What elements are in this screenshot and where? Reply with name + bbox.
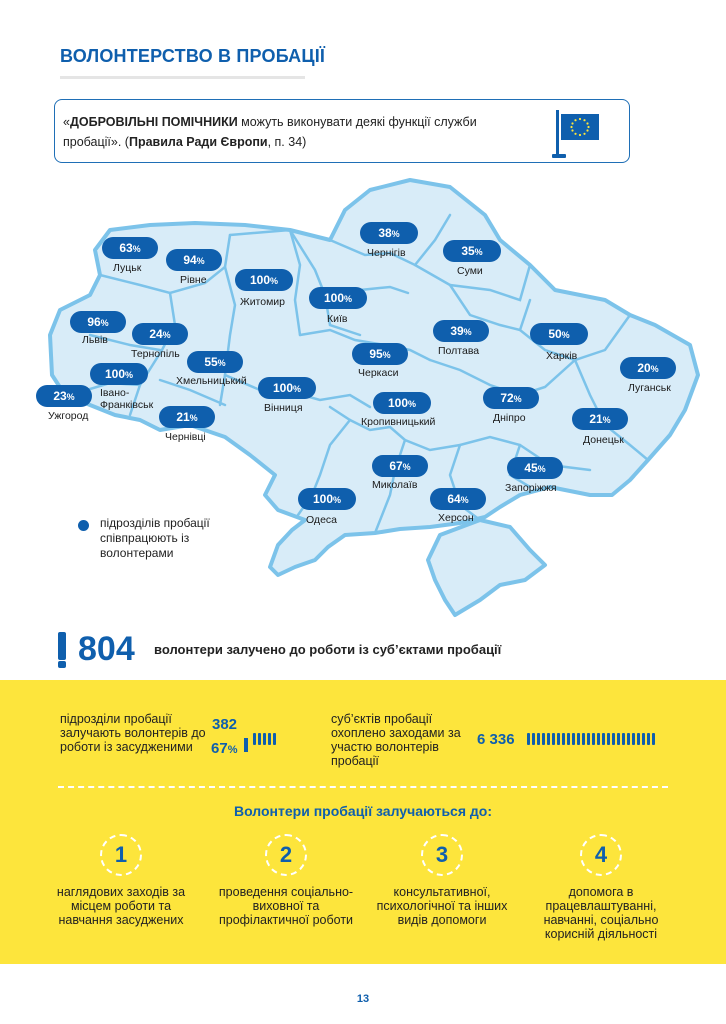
region-label-mykolaiv: Миколаїв bbox=[372, 479, 418, 491]
region-label-cherkasy: Черкаси bbox=[358, 367, 399, 379]
region-pill-chernivtsi: 21% bbox=[159, 406, 215, 428]
region-label-kyiv: Київ bbox=[327, 313, 348, 325]
region-pill-kyiv: 100% bbox=[309, 287, 367, 309]
region-pill-zaporizhzhia: 45% bbox=[507, 457, 563, 479]
region-pill-lutsk: 63% bbox=[102, 237, 158, 259]
exclamation-dot bbox=[58, 661, 66, 668]
page-title: ВОЛОНТЕРСТВО В ПРОБАЦІЇ bbox=[60, 46, 326, 66]
region-pill-vinnytsia: 100% bbox=[258, 377, 316, 399]
engagement-number-3: 3 bbox=[421, 834, 463, 876]
quote-source: Правила Ради Європи bbox=[128, 135, 268, 149]
region-label-donetsk: Донецьк bbox=[583, 434, 624, 446]
region-label-uzhhorod: Ужгород bbox=[48, 410, 89, 422]
region-label-dnipro: Дніпро bbox=[493, 412, 526, 424]
region-pill-cherkasy: 95% bbox=[352, 343, 408, 365]
engagement-title: Волонтери пробації залучаються до: bbox=[233, 803, 493, 819]
exclamation-icon bbox=[58, 632, 66, 660]
region-pill-uzhhorod: 23% bbox=[36, 385, 92, 407]
region-pill-kropyvnytskyi: 100% bbox=[373, 392, 431, 414]
stat-right-ticks bbox=[527, 733, 655, 745]
page-number: 13 bbox=[356, 993, 370, 1005]
region-label-ivano-frankivsk: Івано-Франківськ bbox=[100, 387, 154, 411]
title-underline bbox=[60, 76, 305, 79]
region-label-kherson: Херсон bbox=[438, 512, 474, 524]
region-label-vinnytsia: Вінниця bbox=[264, 402, 303, 414]
region-pill-poltava: 39% bbox=[433, 320, 489, 342]
region-label-ternopil: Тернопіль bbox=[131, 348, 180, 360]
stat-left-text: підрозділи пробації залучають волонтерів до роботи із засудженими bbox=[60, 712, 206, 754]
legend-text: підрозділів пробації співпрацюють із волонтерами bbox=[100, 516, 210, 560]
volunteers-count: 804 bbox=[78, 630, 135, 668]
region-pill-ivano-frankivsk: 100% bbox=[90, 363, 148, 385]
region-pill-sumy: 35% bbox=[443, 240, 501, 262]
region-label-zhytomyr: Житомир bbox=[240, 296, 286, 308]
stat-left-number: 382 bbox=[212, 716, 238, 733]
region-label-rivne: Рівне bbox=[180, 274, 207, 286]
region-pill-kherson: 64% bbox=[430, 488, 486, 510]
region-label-chernihiv: Чернігів bbox=[367, 247, 406, 259]
region-pill-chernihiv: 38% bbox=[360, 222, 418, 244]
region-pill-zhytomyr: 100% bbox=[235, 269, 293, 291]
legend-dot bbox=[78, 520, 89, 531]
quote-text: «ДОБРОВІЛЬНІ ПОМІЧНИКИ можуть виконувати деякі функції служби пробації». (Правила Ради Європи, п. 34) bbox=[63, 115, 477, 149]
region-label-lutsk: Луцьк bbox=[113, 262, 142, 274]
region-pill-mykolaiv: 67% bbox=[372, 455, 428, 477]
stat-right-number: 6 336 bbox=[477, 731, 515, 748]
region-pill-odesa: 100% bbox=[298, 488, 356, 510]
region-pill-luhansk: 20% bbox=[620, 357, 676, 379]
region-pill-rivne: 94% bbox=[166, 249, 222, 271]
region-pill-khmelnytskyi: 55% bbox=[187, 351, 243, 373]
engagement-text-3: консультативної, психологічної та інших видів допомоги bbox=[376, 885, 508, 927]
region-pill-kharkiv: 50% bbox=[530, 323, 588, 345]
region-pill-ternopil: 24% bbox=[132, 323, 188, 345]
region-label-poltava: Полтава bbox=[438, 345, 480, 357]
engagement-text-4: допомога в працевлаштуванні, навчанні, соціально корисній діяльності bbox=[543, 885, 659, 941]
stat-left-ticks bbox=[253, 733, 276, 745]
section-divider bbox=[58, 786, 668, 788]
region-pill-dnipro: 72% bbox=[483, 387, 539, 409]
engagement-text-1: наглядових заходів за місцем роботи та навчання засуджених bbox=[56, 885, 186, 927]
region-label-zaporizhzhia: Запоріжжя bbox=[505, 482, 557, 494]
region-label-lviv: Львів bbox=[82, 334, 108, 346]
quote-term: ДОБРОВІЛЬНІ ПОМІЧНИКИ bbox=[69, 115, 238, 129]
volunteers-caption: волонтери залучено до роботи із суб’єктами пробації bbox=[154, 642, 502, 657]
region-pill-lviv: 96% bbox=[70, 311, 126, 333]
engagement-number-1: 1 bbox=[100, 834, 142, 876]
eu-flag-icon bbox=[552, 108, 602, 160]
region-label-luhansk: Луганськ bbox=[628, 382, 671, 394]
region-label-kharkiv: Харків bbox=[546, 350, 578, 362]
stat-right-text: суб’єктів пробації охоплено заходами за участю волонтерів пробації bbox=[331, 712, 461, 768]
engagement-number-2: 2 bbox=[265, 834, 307, 876]
engagement-text-2: проведення соціально-виховної та профілактичної роботи bbox=[218, 885, 354, 927]
region-label-odesa: Одеса bbox=[306, 514, 337, 526]
region-label-chernivtsi: Чернівці bbox=[165, 431, 206, 443]
region-label-sumy: Суми bbox=[457, 265, 483, 277]
engagement-number-4: 4 bbox=[580, 834, 622, 876]
stat-left-percent: 67% bbox=[211, 740, 238, 757]
stat-left-divider bbox=[244, 738, 248, 752]
region-label-kropyvnytskyi: Кропивницький bbox=[361, 416, 436, 428]
region-pill-donetsk: 21% bbox=[572, 408, 628, 430]
quote-box bbox=[54, 99, 630, 163]
region-label-khmelnytskyi: Хмельницький bbox=[176, 375, 247, 387]
